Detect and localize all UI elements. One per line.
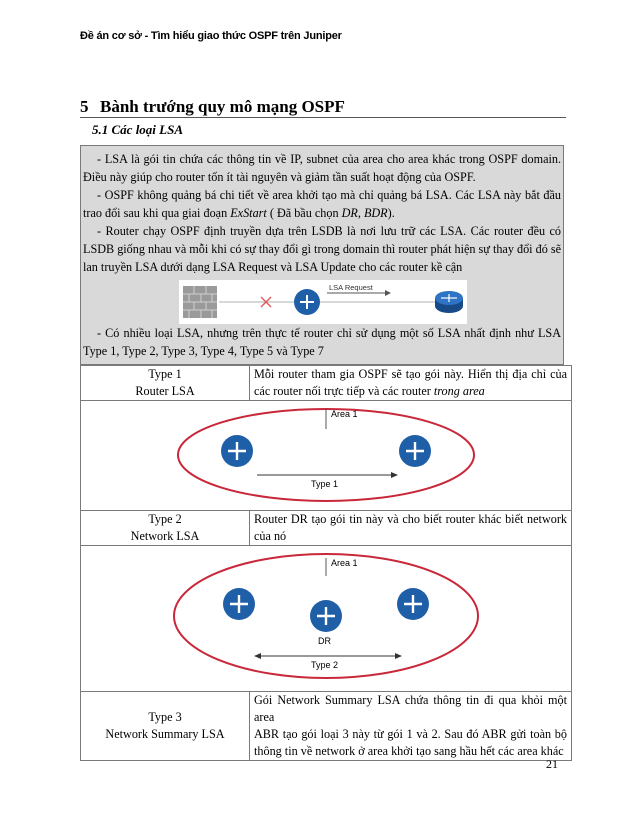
page-header: Đề án cơ sở - Tìm hiểu giao thức OSPF trên Juniper: [80, 30, 342, 42]
type-desc-cell: Mỗi router tham gia OSPF sẽ tạo gói này. Hiển thị địa chỉ của các router nối trực tiếp và các router trong area: [250, 366, 572, 401]
bullet: -: [97, 326, 102, 340]
paragraph-lsa-types: - Có nhiều loại LSA, nhưng trên thực tế router chỉ sử dụng một số LSA nhất định như LSA Type 1, Type 2, Type 3, Type 4, Type 5 và Type 7: [83, 326, 561, 358]
router-icon: [397, 588, 429, 620]
lsa-intro-box: [80, 145, 564, 365]
table-row-diagram-2: [81, 546, 572, 692]
diagram-cell: [81, 401, 572, 511]
lsa-request-figure: [179, 280, 467, 324]
type-name-cell: Type 2 Network LSA: [81, 511, 250, 546]
router-icon: [399, 435, 431, 467]
area-label: Area 1: [331, 409, 358, 419]
table-row-diagram-1: [81, 401, 572, 511]
firewall-icon: [183, 286, 217, 318]
type2-arrow-label: Type 2: [311, 660, 339, 670]
paragraph-lsdb: - Router chạy OSPF định truyền dựa trên LSDB là nơi lưu trữ các LSA. Các router đều có LSDB giống nhau và mỗi khi có sự thay đổi gì trong domain thì router phát hiện sự thay đổi đó sẽ lan truyền LSA dưới dạng LSA Request và LSA Update cho các router kề cận: [83, 224, 561, 274]
diagram-cell: [81, 546, 572, 692]
table-row-type-1: [81, 366, 572, 401]
type-name-cell: Type 1 Router LSA: [81, 366, 250, 401]
section-heading: [80, 97, 345, 117]
heading-rule: [80, 117, 566, 118]
type2-area-diagram: [85, 546, 567, 686]
area-label: Area 1: [331, 558, 358, 568]
bullet: -: [97, 152, 102, 166]
router-cylinder-icon: [435, 291, 463, 313]
table-row-type-2: [81, 511, 572, 546]
router-icon: [221, 435, 253, 467]
lsa-types-table: [80, 365, 572, 761]
router-icon: [294, 289, 320, 315]
bullet: -: [97, 188, 102, 202]
subsection-heading: 5.1 Các loại LSA: [92, 122, 184, 137]
paragraph-lsa-definition: - LSA là gói tin chứa các thông tin về IP, subnet của area cho area khác trong OSPF domain. Điều này giúp cho router tốn ít tài nguyên và giảm tần suất hoạt động của OSPF.: [83, 152, 562, 184]
section-number: 5: [80, 97, 89, 116]
paragraph-lsa-advertising: - OSPF không quảng bá chi tiết về area khởi tạo mà chỉ quảng bá LSA. Các LSA này bắt đầu trao đổi sau khi qua giai đoạn ExStart ( Đã bầu chọn DR, BDR).: [83, 188, 561, 220]
type-name-cell: Type 3 Network Summary LSA: [81, 692, 250, 761]
type1-arrow-label: Type 1: [311, 479, 339, 489]
type1-area-diagram: [85, 401, 567, 505]
table-row-type-3: [81, 692, 572, 761]
router-icon: [223, 588, 255, 620]
dr-label: DR: [318, 636, 331, 646]
lsa-request-label: LSA Request: [329, 283, 373, 292]
type-desc-cell: Gói Network Summary LSA chứa thông tin đi qua khỏi một area ABR tạo gói loại 3 này từ gói 1 và 2. Sau đó ABR gửi toàn bộ thông tin về network ở area khởi tạo sang hầu hết các area khác: [250, 692, 572, 761]
dr-router-icon: [310, 600, 342, 632]
type-desc-cell: Router DR tạo gói tin này và cho biết router khác biết network của nó: [250, 511, 572, 546]
bullet: -: [97, 224, 102, 238]
section-title: Bành trướng quy mô mạng OSPF: [100, 97, 345, 116]
page-number: 21: [546, 757, 558, 771]
